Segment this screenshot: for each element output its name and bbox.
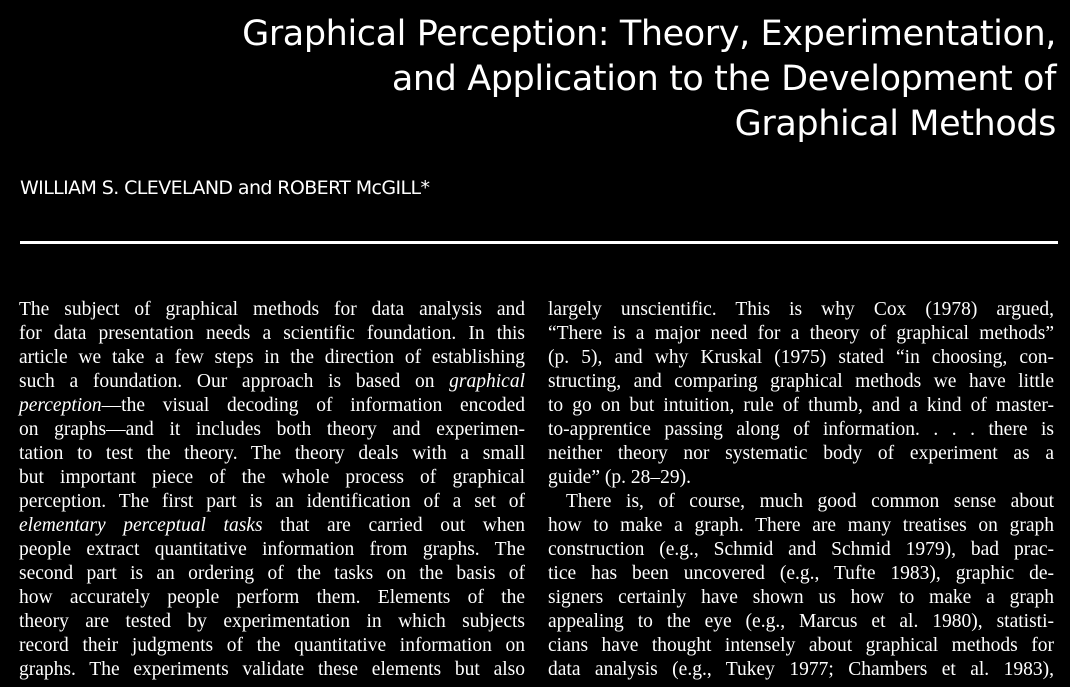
title-line: and Application to the Development of xyxy=(391,59,1056,99)
authors-byline: WILLIAM S. CLEVELAND and ROBERT McGILL* xyxy=(20,177,430,199)
text-line: tation to test the theory. The theory deals with a small xyxy=(19,443,525,464)
text-line: such a foundation. Our approach is based on graphical xyxy=(19,371,525,392)
body-right-column xyxy=(548,298,1054,682)
text-line: on graphs—and it includes both theory and experimen- xyxy=(19,419,525,440)
text-line: (p. 5), and why Kruskal (1975) stated “in choosing, con- xyxy=(548,347,1054,368)
text-line: but important piece of the whole process of graphical xyxy=(19,467,525,488)
text-line: article we take a few steps in the direction of establishing xyxy=(19,347,525,368)
text-line: how to make a graph. There are many treatises on graph xyxy=(548,515,1054,536)
text-line: perception—the visual decoding of information encoded xyxy=(19,395,525,416)
text-line: structing, and comparing graphical methods we have little xyxy=(548,371,1054,392)
italic-term: graphical xyxy=(449,371,525,392)
text-line: neither theory nor systematic body of experiment as a xyxy=(548,443,1054,464)
title-line: Graphical Perception: Theory, Experimentation, xyxy=(242,14,1056,54)
article-title xyxy=(56,12,1056,147)
text-line: construction (e.g., Schmid and Schmid 1979), bad prac- xyxy=(548,539,1054,560)
text-line: to go on but intuition, rule of thumb, and a kind of master- xyxy=(548,395,1054,416)
text-line: largely unscientific. This is why Cox (1978) argued, xyxy=(548,299,1054,320)
text-line: elementary perceptual tasks that are carried out when xyxy=(19,515,525,536)
text-line: signers certainly have shown us how to make a graph xyxy=(548,587,1054,608)
text-line: guide” (p. 28–29). xyxy=(548,467,691,488)
text-line: graphs. The experiments validate these elements but also xyxy=(19,659,525,680)
text-line: to-apprentice passing along of information. . . . there is xyxy=(548,419,1054,440)
text-line: cians have thought intensely about graphical methods for xyxy=(548,635,1054,656)
text-line: appealing to the eye (e.g., Marcus et al. 1980), statisti- xyxy=(548,611,1054,632)
title-divider xyxy=(20,241,1058,244)
text-line: The subject of graphical methods for data analysis and xyxy=(19,299,525,320)
title-line: Graphical Methods xyxy=(734,104,1056,144)
text-line: people extract quantitative information from graphs. The xyxy=(19,539,525,560)
text-line: perception. The first part is an identification of a set of xyxy=(19,491,525,512)
text-line: for data presentation needs a scientific foundation. In this xyxy=(19,323,525,344)
abstract-left-column xyxy=(19,298,525,682)
text-line: theory are tested by experimentation in which subjects xyxy=(19,611,525,632)
italic-term: perception xyxy=(19,395,102,416)
text-line: how accurately people perform them. Elements of the xyxy=(19,587,525,608)
text-line: record their judgments of the quantitative information on xyxy=(19,635,525,656)
text-line: data analysis (e.g., Tukey 1977; Chambers et al. 1983), xyxy=(548,659,1054,680)
text-line: second part is an ordering of the tasks on the basis of xyxy=(19,563,525,584)
text-line: tice has been uncovered (e.g., Tufte 1983), graphic de- xyxy=(548,563,1054,584)
italic-term: elementary perceptual tasks xyxy=(19,515,263,536)
text-line: “There is a major need for a theory of graphical methods” xyxy=(548,323,1054,344)
text-line: There is, of course, much good common sense about xyxy=(566,491,1054,512)
